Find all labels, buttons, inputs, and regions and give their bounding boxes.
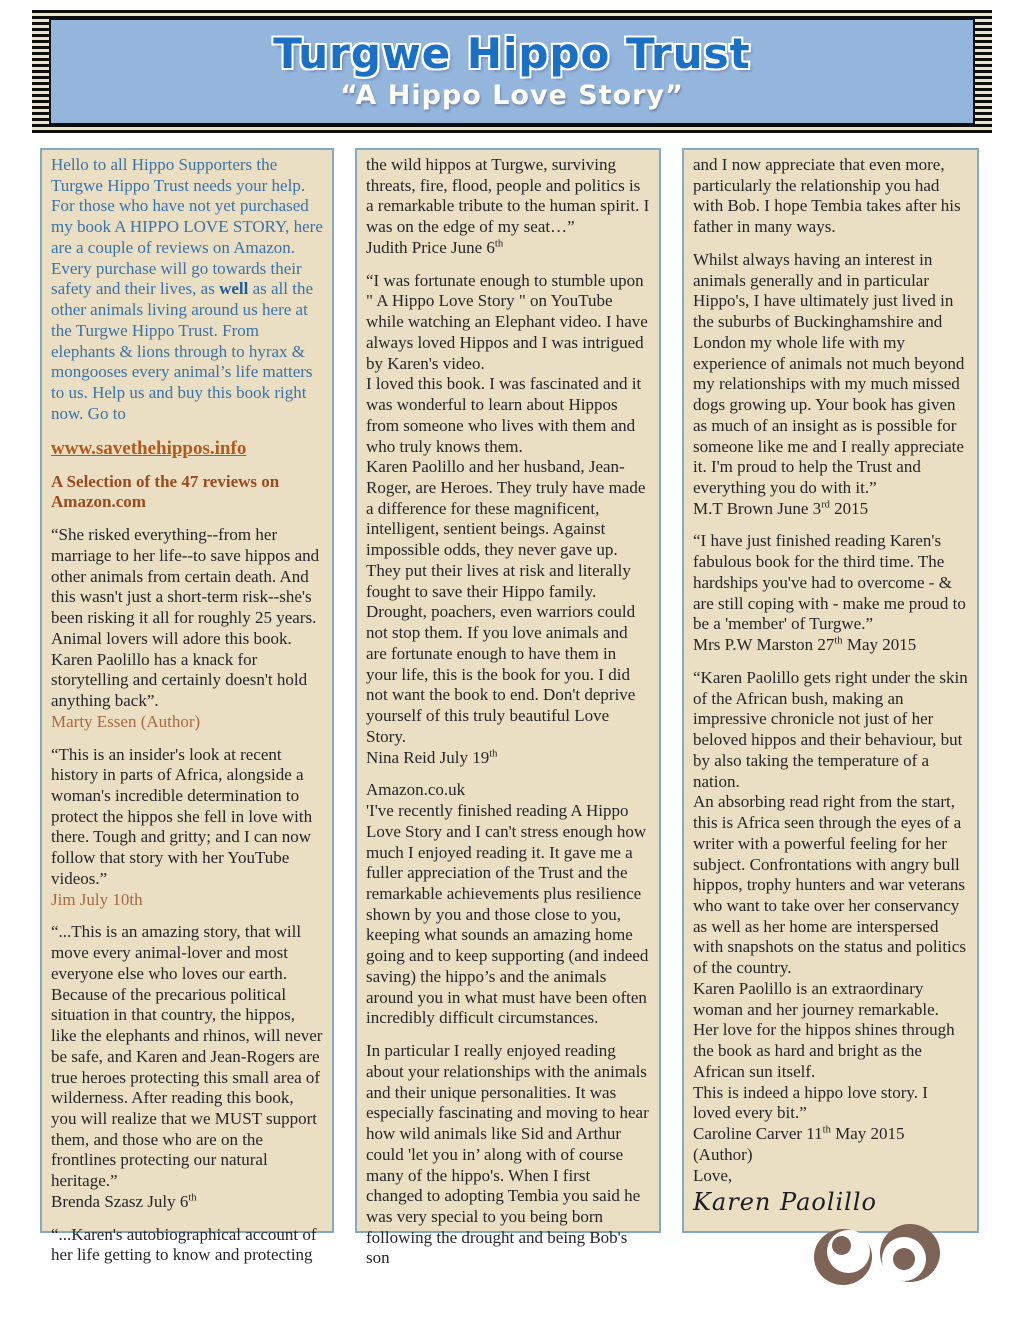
byline-caroline-carver — [693, 1124, 968, 1145]
byline-marston — [693, 635, 968, 656]
hippo-eye-left-icon — [814, 1229, 872, 1285]
byline-superscript: th — [834, 635, 843, 647]
column-2 — [355, 148, 661, 1268]
review-judith-continued: the wild hippos at Turgwe, surviving threats, fire, flood, people and politics is a remarkable tribute to the human spirit. I was on the edge of my seat…” — [366, 155, 650, 237]
byline-text: Brenda Szasz July 6 — [51, 1191, 189, 1211]
column-3 — [682, 148, 979, 1233]
intro-paragraph — [51, 155, 323, 425]
column-1 — [40, 148, 334, 1265]
byline-superscript: th — [822, 1124, 831, 1136]
byline-text: Nina Reid July 19 — [366, 747, 490, 767]
byline-judith-price — [366, 238, 650, 259]
intro-bold-well: well — [219, 279, 249, 299]
byline-text-post: 2015 — [829, 498, 869, 518]
review-brown-part2: Whilst always having an interest in animals generally and in particular Hippo's, I have ultimately just lived in the suburbs of Buckinghamshire and London my whole life with my experience of animals not much beyond my relationships with my much missed dogs growing up. Your book has given as much of an insight as is possible for someone like me and I really appreciate it. I'm proud to help the Trust and everything you do with it.” — [693, 249, 965, 498]
page-subtitle: “A Hippo Love Story” — [340, 80, 684, 112]
intro-text-2: as all the other animals living around us here at the Turgwe Hippo Trust. From elephants & lions through to hyrax & mongooses every animal’s life matters to us. Help us and buy this book right now. Go to — [51, 279, 314, 423]
byline-marty-essen: Marty Essen (Author) — [51, 711, 201, 731]
byline-superscript: rd — [821, 499, 830, 511]
byline-author-label: (Author) — [693, 1144, 753, 1164]
review-jim: “This is an insider's look at recent history in parts of Africa, alongside a woman's incredible determination to protect the hippos she fell in love with there. Tough and gritty; and I can now follow that story with her YouTube videos.” — [51, 744, 313, 888]
link-line — [51, 437, 323, 460]
byline-brenda-szasz — [51, 1192, 323, 1213]
byline-text: M.T Brown June 3 — [693, 498, 822, 518]
byline-text-post: May 2015 — [830, 1124, 905, 1144]
byline-superscript: th — [494, 238, 504, 250]
love-line: Love, — [693, 1165, 733, 1185]
byline-text: Caroline Carver 11 — [693, 1124, 823, 1144]
review-brown-continued: and I now appreciate that even more, particularly the relationship you had with Bob. I hope Tembia takes after his father in many ways. — [693, 155, 961, 237]
review-amazon-couk-part2: In particular I really enjoyed reading about your relationships with the animals and their unique personalities. It was especially fascinating and moving to hear how wild animals like Sid and Arthur could 'let you in’ along with of course many of the hippo's. When I first changed to adopting Tembia you said he was very special to you being born following the drought and being Bob's son — [366, 1041, 649, 1268]
byline-superscript: th — [188, 1192, 197, 1204]
review-marston: “I have just finished reading Karen's fabulous book for the third time. The hardships you've had to overcome - & are still coping with - make me proud to be a 'member' of Turgwe.” — [693, 531, 966, 634]
review-marty: “She risked everything--from her marriage to her life--to save hippos and other animals from certain death. And this wasn't just a short-term risk--she's been risking it all for roughly 25 years. Animal lovers will adore this book. Karen Paolillo has a knack for storytelling and certainly doesn't hold anything back”. — [51, 525, 320, 711]
review-amazon-couk: Amazon.co.uk 'I've recently finished reading A Hippo Love Story and I can't stress enough how much I enjoyed reading it. It gave me a fuller appreciation of the Trust and the remarkable achievements plus resilience shown by you and those close to you, keeping what sounds an amazing home going and to keep supporting (and indeed saving) the hippo’s and the animals around you in what must have been often incredibly difficult circumstances. — [366, 780, 649, 1028]
savethehippos-link[interactable]: www.savethehippos.info — [51, 437, 247, 459]
byline-text: Mrs P.W Marston 27 — [693, 635, 835, 655]
hippo-eye-right-icon — [880, 1224, 940, 1282]
intro-text-1: Hello to all Hippo Supporters the Turgwe Hippo Trust needs your help. For those who have not yet purchased my book A HIPPO LOVE STORY, here are a couple of reviews on Amazon. Every purchase will go towards their safety and their lives, as — [51, 155, 323, 299]
byline-text-post: May 2015 — [842, 635, 917, 655]
byline-nina-reid — [366, 748, 650, 769]
karen-paolillo-signature: Karen Paolillo — [693, 1188, 877, 1217]
page-title: Turgwe Hippo Trust — [273, 28, 751, 78]
review-karens-account-start: “...Karen's autobiographical account of her life getting to know and protecting — [51, 1224, 317, 1265]
reviews-heading: A Selection of the 47 reviews on Amazon.com — [51, 471, 280, 512]
byline-superscript: th — [489, 747, 498, 759]
header-banner — [32, 10, 992, 133]
columns-container — [40, 148, 979, 1268]
byline-mt-brown — [693, 499, 968, 520]
review-carver: “Karen Paolillo gets right under the skin of the African bush, making an impressive chronicle not just of her beloved hippos and their behaviour, but by also taking the temperature of a nation. An absorbing read right from the start, this is Africa seen through the eyes of a writer with a powerful feeling for her subject. Confrontations with angry bull hippos, trophy hunters and war veterans who want to take over her conservancy as well as her home are interspersed with snapshots on the status and politics of the country. Karen Paolillo is an extraordinary woman and her journey remarkable. Her love for the hippos shines through the book as hard and bright as the African sun itself. This is indeed a hippo love story. I loved every bit.” — [693, 667, 968, 1123]
banner-panel — [49, 18, 975, 125]
review-brenda: “...This is an amazing story, that will move every animal-lover and most everyone else who loves our earth. Because of the precarious political situation in that country, the hippos, like the elephants and rhinos, will never be safe, and Karen and Jean-Rogers are true heroes protecting this small area of wilderness. After reading this book, you will realize that we MUST support them, and those who are on the frontlines protecting our natural heritage.” — [51, 922, 323, 1191]
review-nina: “I was fortunate enough to stumble upon " A Hippo Love Story " on YouTube while watching an Elephant video. I have always loved Hippos and I was intrigued by Karen's video. I loved this book. I was fascinated and it was wonderful to learn about Hippos from someone who lives with them and who truly knows them. Karen Paolillo and her husband, Jean-Roger, are Heroes. They truly have made a difference for these magnificent, intelligent, sentient beings. Against impossible odds, they never gave up. They put their lives at risk and literally fought to save their Hippo family. Drought, poachers, even warriors could not stop them. If you love animals and are fortunate enough to have them in your life, this is the book for you. I did not want the book to end. Don't deprive yourself of this truly beautiful Love Story. — [366, 270, 648, 746]
byline-jim: Jim July 10th — [51, 889, 143, 909]
byline-text: Judith Price June 6 — [366, 237, 495, 257]
hippo-eyes-logo — [814, 1224, 942, 1288]
